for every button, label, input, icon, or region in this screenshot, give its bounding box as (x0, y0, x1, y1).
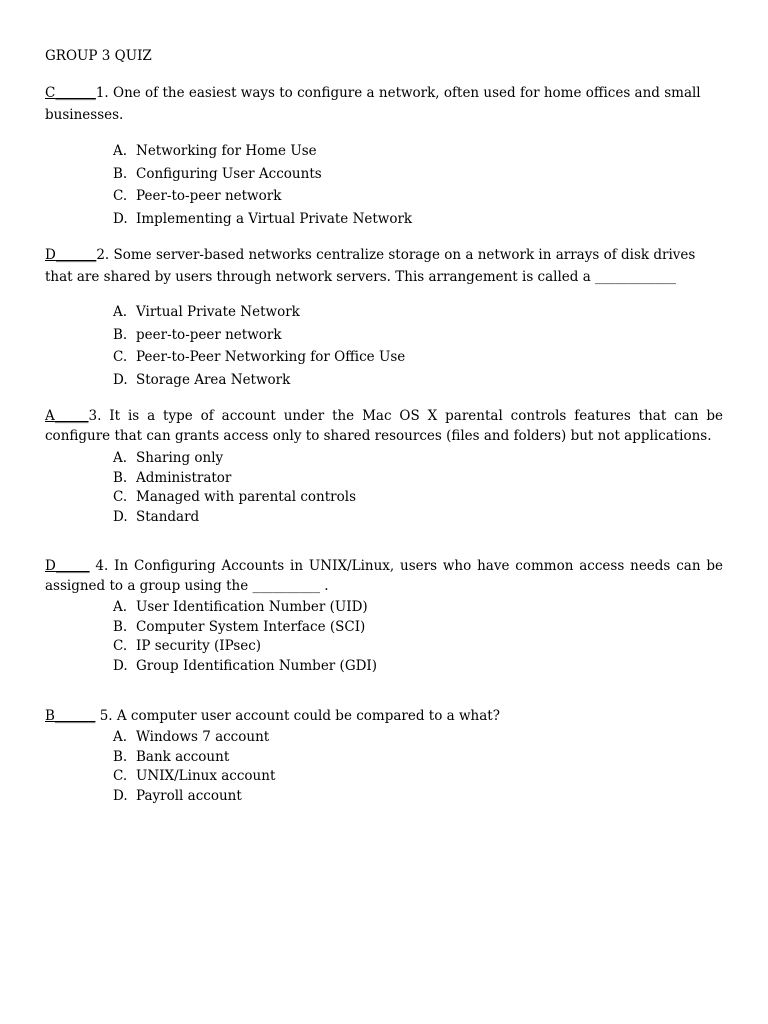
option-5a: A. Windows 7 account (113, 729, 270, 745)
question-1-text: 1. One of the easiest ways to configure a network, often used for home offices and small businesses. (45, 85, 701, 123)
option-4d: D. Group Identification Number (GDI) (113, 658, 378, 675)
option-4b: B. Computer System Interface (SCI) (113, 618, 366, 635)
options-3 (113, 449, 356, 528)
option-5c: C. UNIX/Linux account (113, 768, 276, 785)
option-3d: D. Standard (113, 509, 200, 526)
option-3b: B. Administrator (113, 469, 232, 486)
question-2-text: 2. Some server-based networks centralize storage on a network in arrays of disk drives that are shared by users through network servers. This arrangement is called a ____________ (45, 247, 696, 285)
question-5-text: 5. A computer user account could be compared to a what? (95, 708, 500, 724)
option-2d: D. Storage Area Network (113, 371, 291, 388)
option-1a: A. Networking for Home Use (113, 143, 317, 159)
quiz-title: GROUP 3 QUIZ (45, 48, 152, 64)
question-4 (45, 556, 723, 596)
option-1c: C. Peer-to-peer network (113, 188, 282, 204)
option-1b: B. Configuring User Accounts (113, 165, 322, 182)
options-5 (113, 728, 275, 807)
question-3-text: 3. It is a type of account under the Mac OS X parental controls features that can be configure that can grants access only to shared resources (files and folders) but not applications. (45, 408, 723, 444)
question-4-text: 4. In Configuring Accounts in UNIX/Linux, users who have common access needs can be assigned to a group using the __________ . (45, 558, 723, 594)
option-3a: A. Sharing only (113, 450, 224, 466)
answer-3: A_____ (45, 408, 89, 424)
question-2 (45, 244, 723, 288)
option-5d: D. Payroll account (113, 788, 242, 805)
answer-5: B______ (45, 708, 96, 724)
question-5 (45, 705, 723, 727)
option-4c: C. IP security (IPsec) (113, 638, 262, 655)
answer-1: C______ (45, 85, 96, 101)
options-4 (113, 598, 377, 677)
answer-4: D_____ (45, 558, 90, 574)
question-3 (45, 406, 723, 446)
option-5b: B. Bank account (113, 748, 230, 765)
answer-2: D______ (45, 247, 97, 263)
option-2b: B. peer-to-peer network (113, 326, 282, 343)
option-1d: D. Implementing a Virtual Private Network (113, 210, 413, 227)
option-4a: A. User Identification Number (UID) (113, 599, 368, 615)
option-3c: C. Managed with parental controls (113, 489, 357, 506)
options-2 (113, 301, 405, 391)
question-1 (45, 82, 723, 126)
option-2a: A. Virtual Private Network (113, 304, 300, 320)
option-2c: C. Peer-to-Peer Networking for Office Use (113, 349, 406, 365)
options-1 (113, 140, 412, 230)
